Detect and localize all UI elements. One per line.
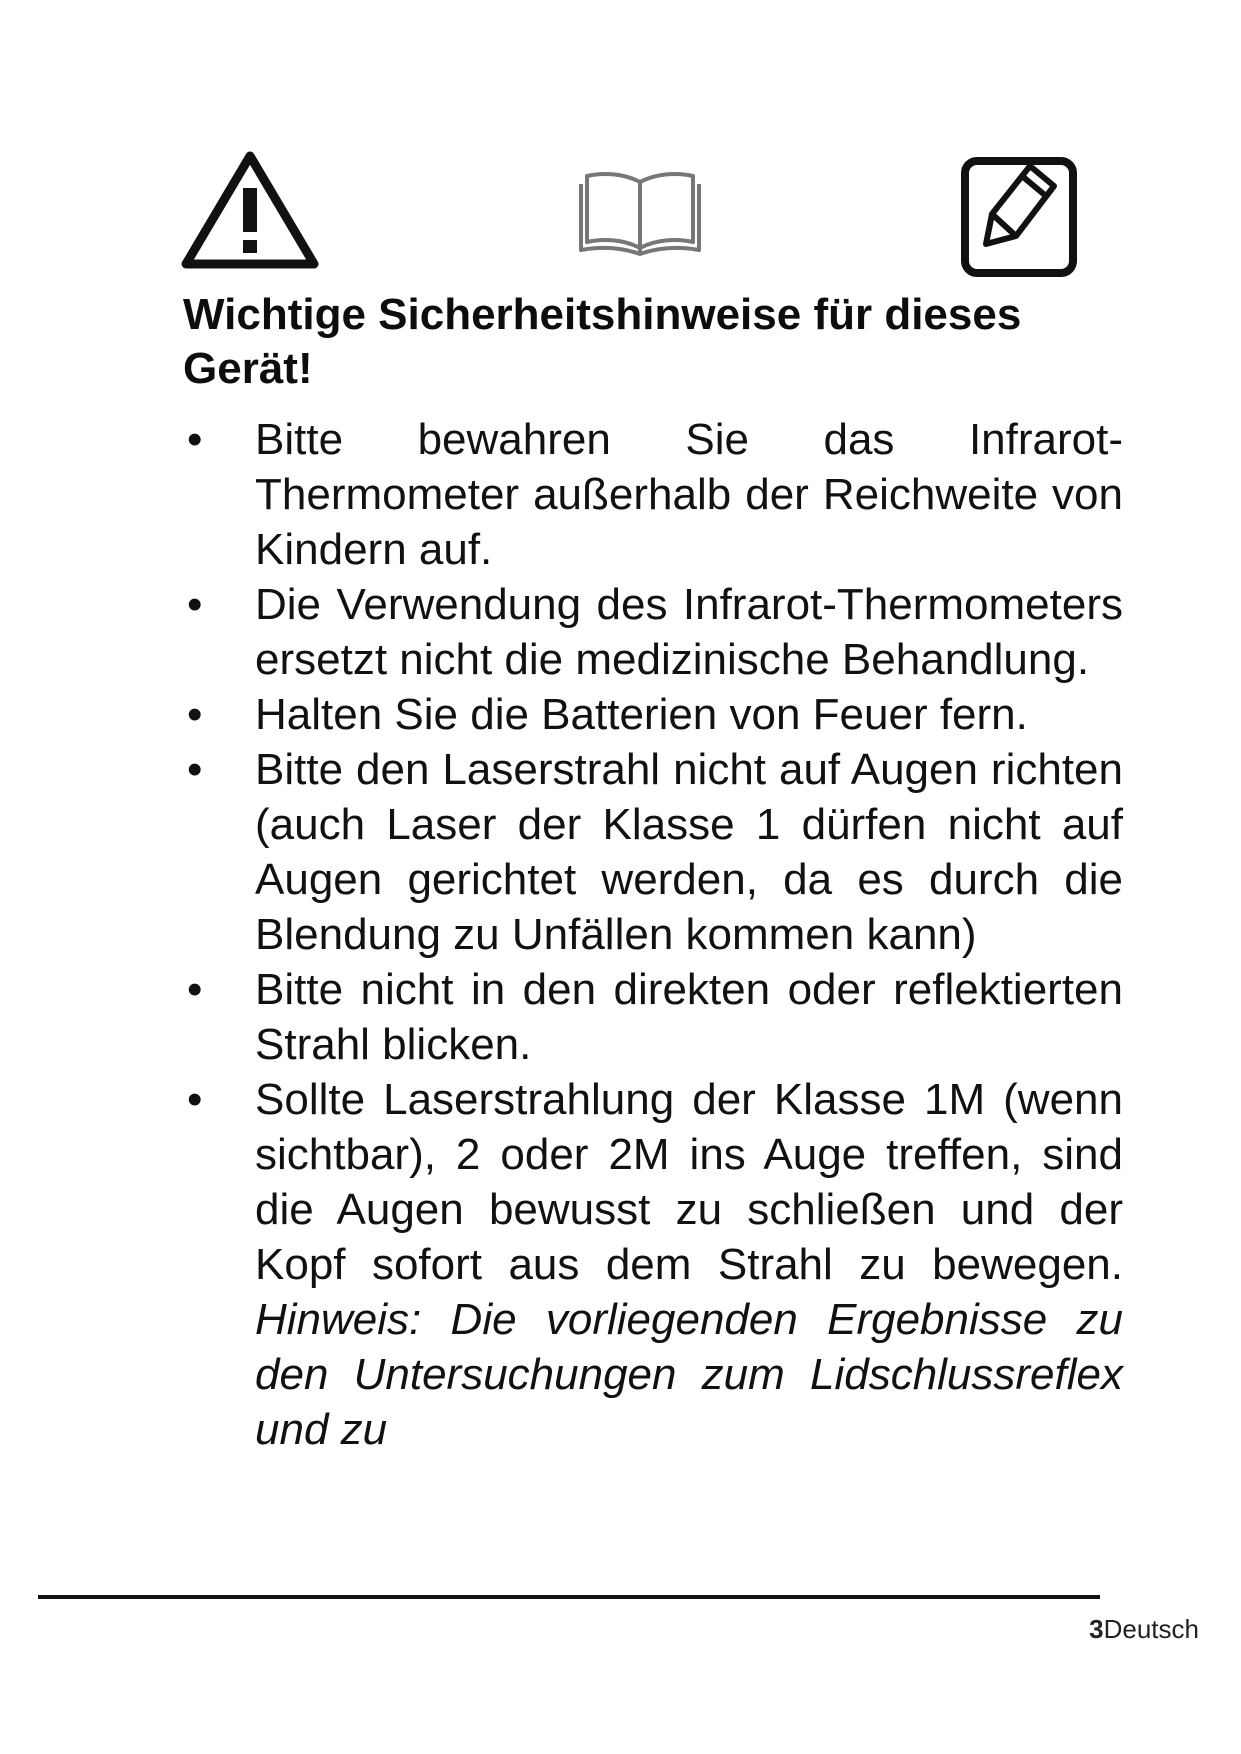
bullet: • [187, 745, 203, 794]
note-body: Sollte Laserstrahlung der Klasse 1M (wenn sichtbar), 2 oder 2M ins Auge treffen, sind die Augen bewusst zu schließen und der Kopf sofort aus dem Strahl zu bewegen. [255, 1075, 1123, 1289]
note-text: Bitte nicht in den direkten oder reflektierten Strahl blicken. [255, 965, 1123, 1069]
warning-triangle-icon [180, 150, 320, 272]
bullet: • [187, 580, 203, 629]
note-text: Die Verwendung des Infrarot-Thermometers ersetzt nicht die medizinische Behandlung. [255, 580, 1123, 684]
header-icons [180, 150, 1085, 285]
note-text [255, 1072, 1123, 1457]
note-hint: Hinweis: Die vorliegenden Ergebnisse zu den Untersuchungen zum Lidschlussreflex und zu [255, 1295, 1123, 1454]
list-item [183, 742, 1123, 962]
note-text: Bitte den Laserstrahl nicht auf Augen richten (auch Laser der Klasse 1 dürfen nicht auf Augen gerichtet werden, da es durch die Blendung zu Unfällen kommen kann) [255, 745, 1123, 959]
note-text: Halten Sie die Batterien von Feuer fern. [255, 690, 1028, 739]
page-title: Wichtige Sicherheitshinweise für dieses Gerät! [183, 290, 1022, 393]
bullet: • [187, 1075, 203, 1124]
list-item [183, 687, 1123, 742]
safety-notes-list [183, 412, 1123, 1457]
bullet: • [187, 415, 203, 464]
footer-language: Deutsch [1103, 1614, 1199, 1644]
note-text: Bitte bewahren Sie das Infrarot-Thermometer außerhalb der Reichweite von Kindern auf. [255, 415, 1123, 574]
open-book-icon [575, 168, 705, 256]
page-footer [1089, 1614, 1199, 1644]
list-item [183, 412, 1123, 577]
list-item [183, 1072, 1123, 1457]
pencil-edit-icon [960, 156, 1078, 278]
bullet: • [187, 965, 203, 1014]
list-item [183, 577, 1123, 687]
footer-divider [38, 1595, 1100, 1599]
page-number: 3 [1089, 1614, 1104, 1644]
list-item [183, 962, 1123, 1072]
bullet: • [187, 690, 203, 739]
